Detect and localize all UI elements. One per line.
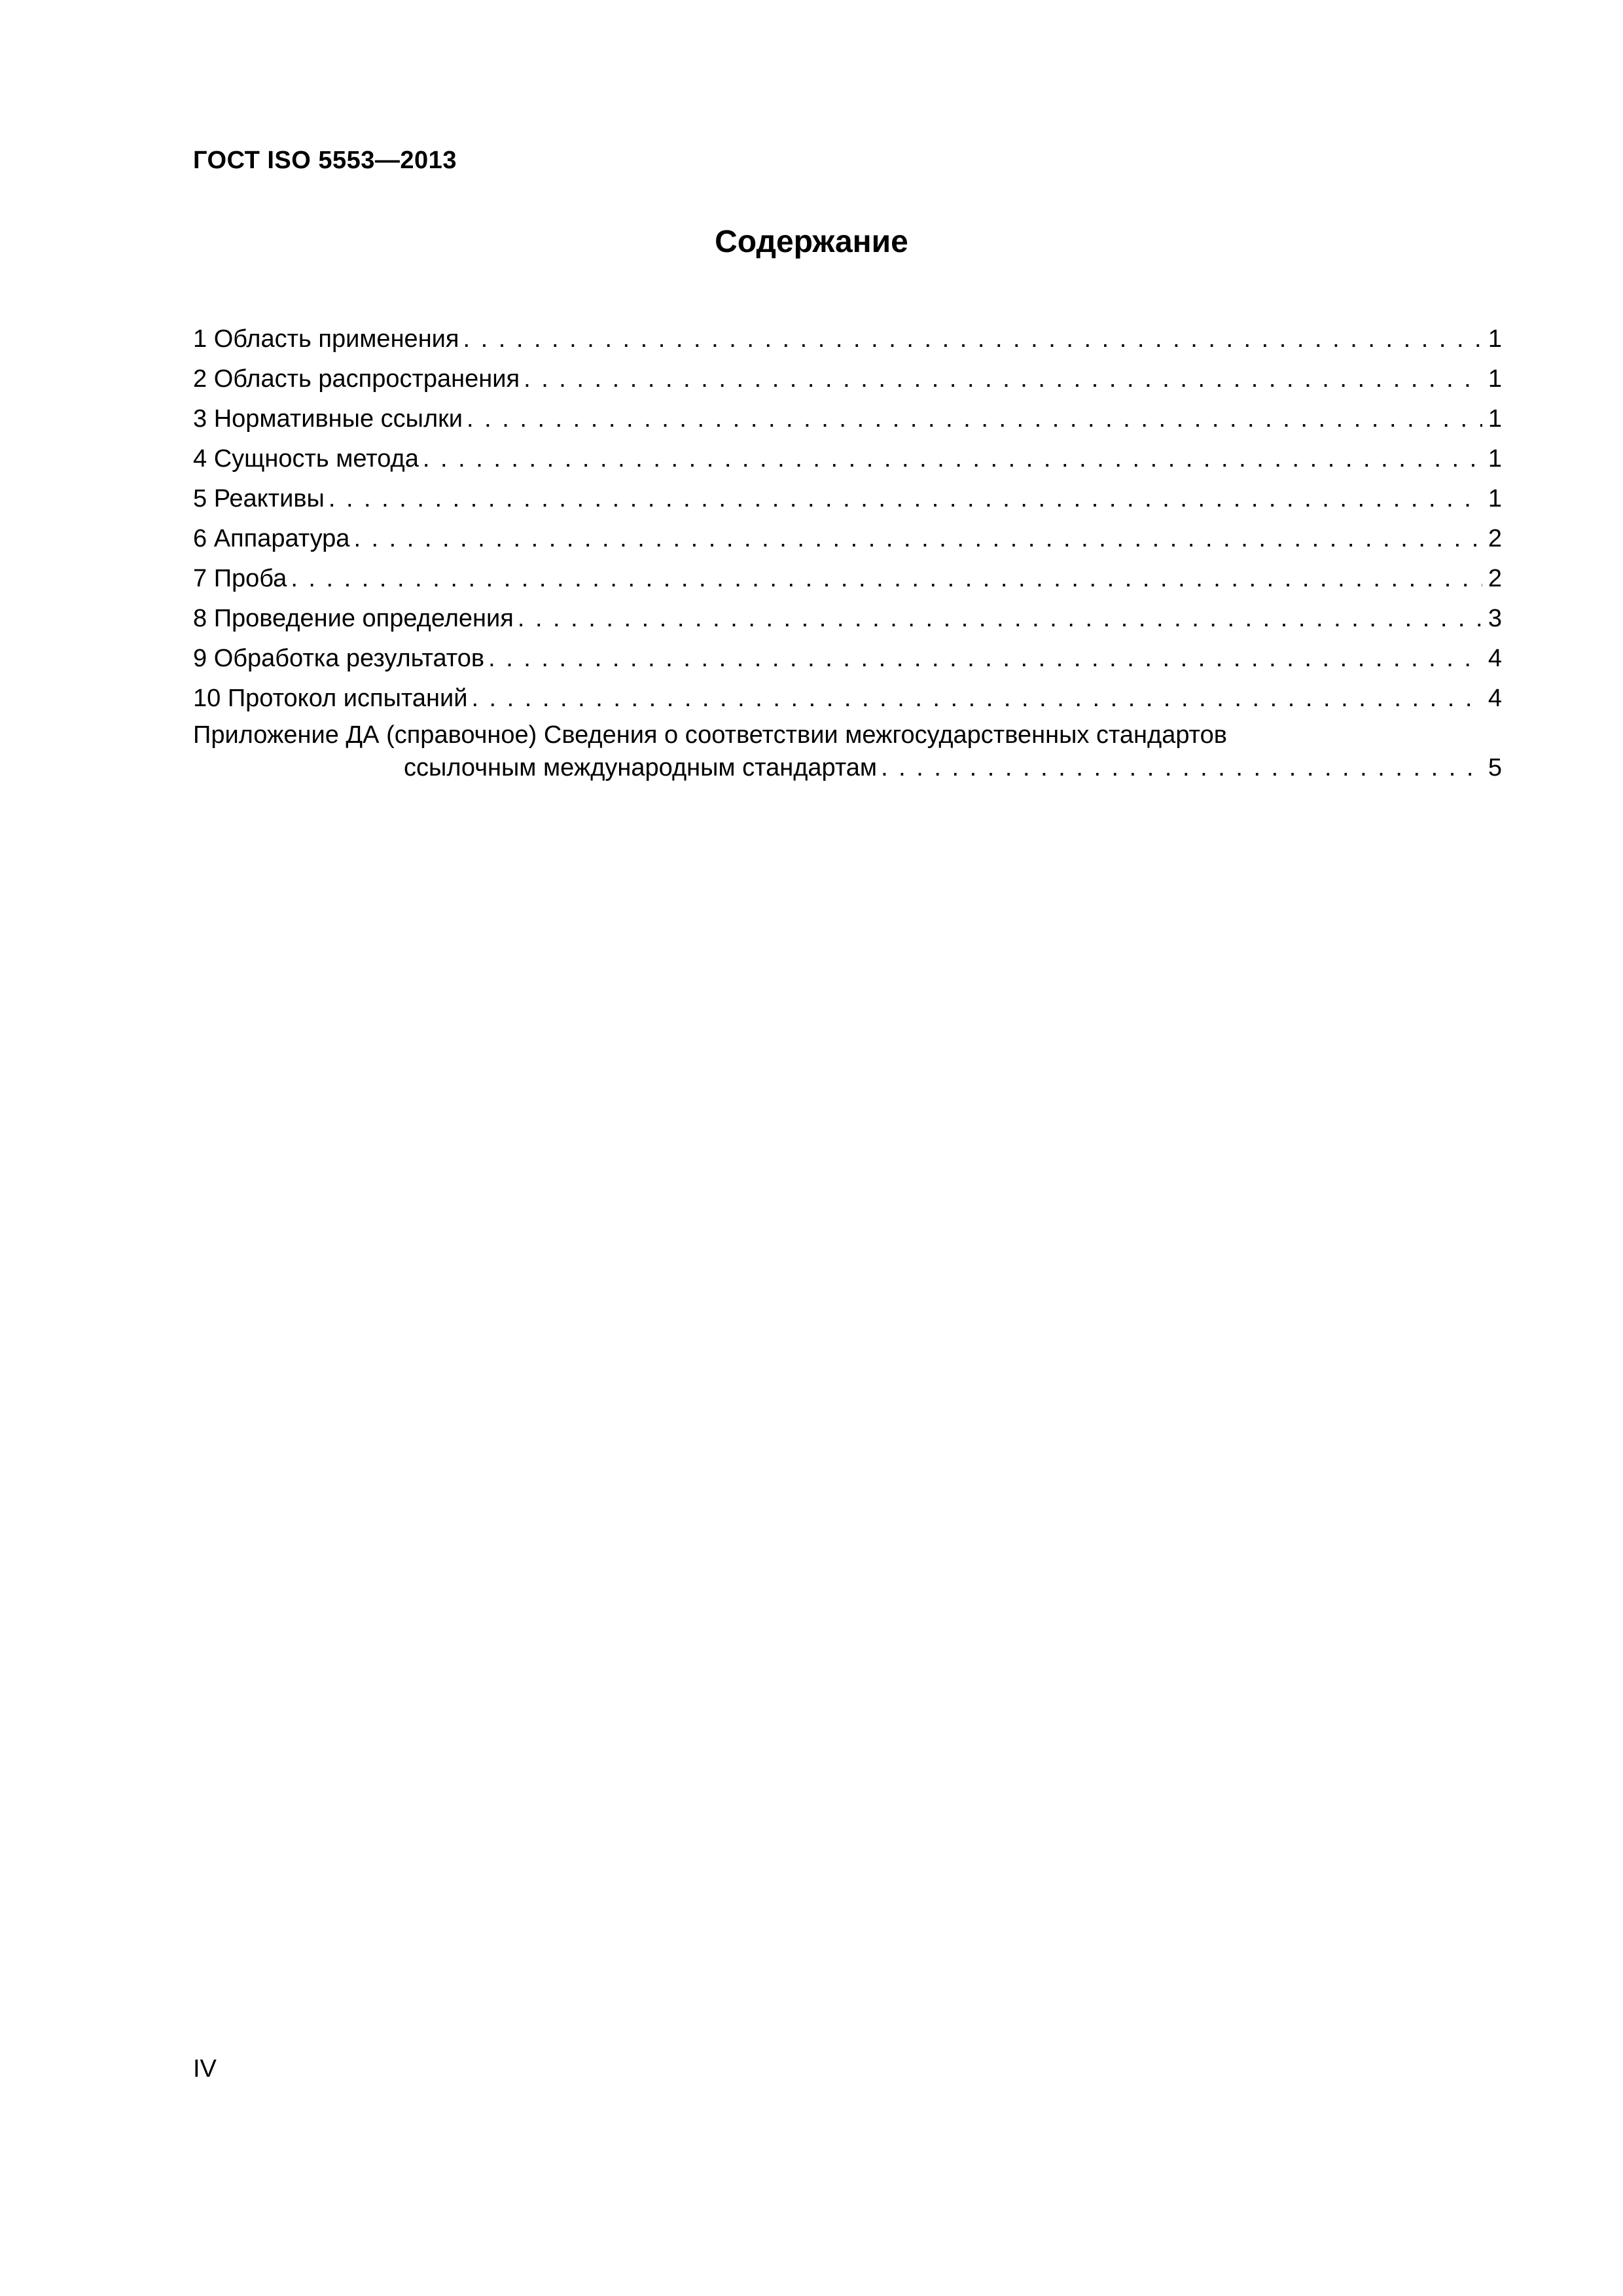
toc-entry-page: 2 — [1488, 525, 1502, 552]
dot-leader — [291, 559, 1482, 599]
toc-entry-sample[interactable] — [193, 559, 1502, 599]
dot-leader — [881, 751, 1482, 784]
dot-leader — [524, 359, 1482, 399]
dot-leader — [353, 519, 1482, 559]
toc-entry-page: 4 — [1488, 645, 1502, 672]
toc-entry-label: 9 Обработка результатов — [193, 645, 485, 672]
toc-entry-page: 1 — [1488, 445, 1502, 473]
toc-entry-label: 1 Область применения — [193, 325, 459, 353]
dot-leader — [518, 599, 1482, 639]
toc-entry-page: 2 — [1488, 565, 1502, 592]
toc-entry-normative-references[interactable] — [193, 399, 1502, 439]
page-number: IV — [193, 2055, 217, 2083]
toc-entry-reagents[interactable] — [193, 479, 1502, 519]
annex-title-line2: ссылочным международным стандартам — [404, 754, 878, 781]
table-of-contents — [193, 319, 1502, 784]
toc-entry-results-processing[interactable] — [193, 639, 1502, 679]
dot-leader — [467, 399, 1482, 439]
dot-leader — [463, 319, 1482, 359]
toc-title: Содержание — [715, 224, 908, 259]
toc-entry-test-report[interactable] — [193, 679, 1502, 719]
toc-entry-page: 5 — [1488, 754, 1502, 781]
annex-title-line2-row — [193, 751, 1502, 784]
toc-entry-label: 4 Сущность метода — [193, 445, 419, 473]
toc-entry-apparatus[interactable] — [193, 519, 1502, 559]
toc-entry-label: 8 Проведение определения — [193, 605, 514, 632]
toc-entry-label: 5 Реактивы — [193, 485, 325, 512]
annex-title-line1: Приложение ДА (справочное) Сведения о соответствии межгосударственных стандартов — [193, 721, 1227, 749]
toc-entry-label: 3 Нормативные ссылки — [193, 405, 463, 433]
toc-entry-label: 6 Аппаратура — [193, 525, 350, 552]
toc-entry-page: 1 — [1488, 325, 1502, 353]
toc-entry-label: 10 Протокол испытаний — [193, 685, 468, 712]
toc-entry-page: 4 — [1488, 685, 1502, 712]
dot-leader — [423, 439, 1482, 479]
toc-entry-page: 3 — [1488, 605, 1502, 632]
toc-entry-scope[interactable] — [193, 319, 1502, 359]
dot-leader — [488, 639, 1482, 679]
document-header: ГОСТ ISO 5553—2013 — [193, 147, 457, 174]
toc-entry-page: 1 — [1488, 365, 1502, 393]
toc-entry-application[interactable] — [193, 359, 1502, 399]
toc-entry-procedure[interactable] — [193, 599, 1502, 639]
dot-leader — [329, 479, 1482, 519]
toc-entry-method-principle[interactable] — [193, 439, 1502, 479]
toc-entry-label: 7 Проба — [193, 565, 287, 592]
toc-entry-label: 2 Область распространения — [193, 365, 520, 393]
toc-entry-page: 1 — [1488, 405, 1502, 433]
toc-entry-page: 1 — [1488, 485, 1502, 512]
dot-leader — [471, 679, 1482, 719]
toc-entry-annex-da[interactable] — [193, 719, 1502, 784]
